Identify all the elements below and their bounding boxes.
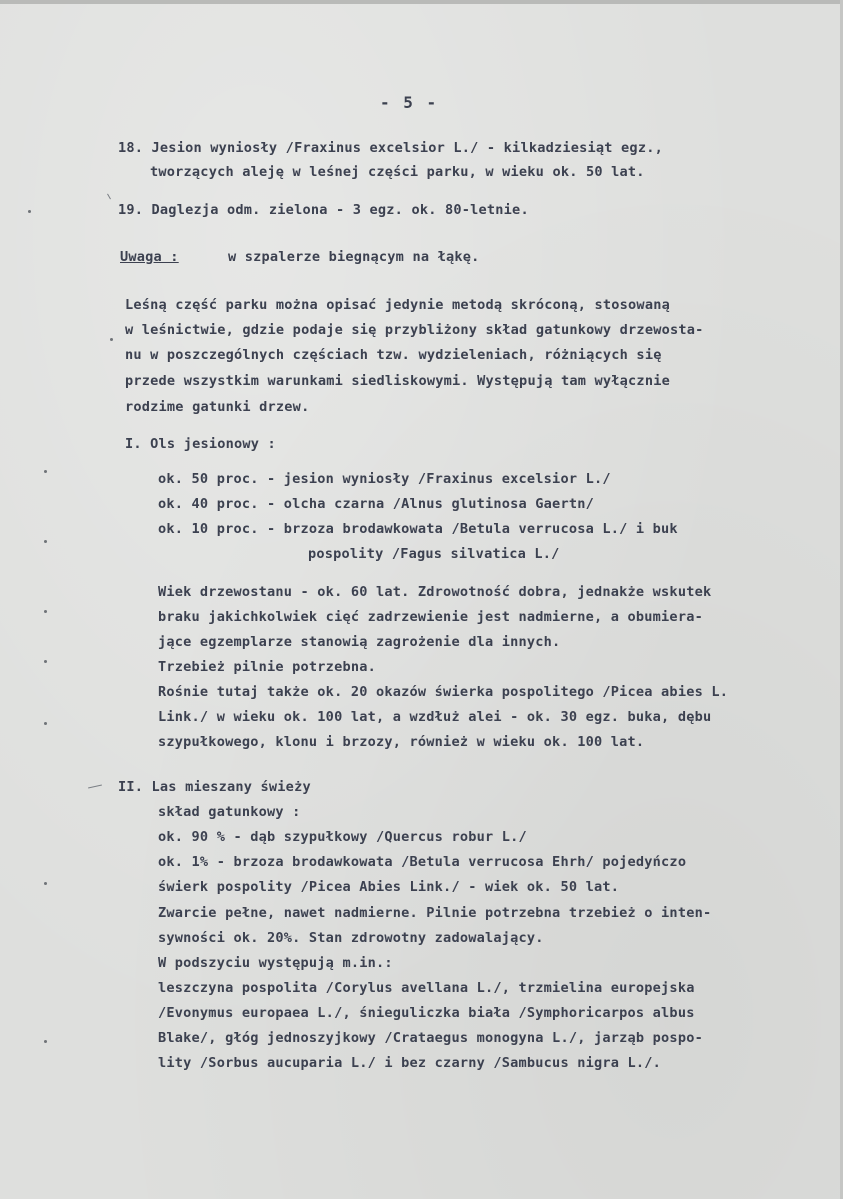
text-line: ok. 1% - brzoza brodawkowata /Betula verrucosa Ehrh/ pojedyńczo: [158, 854, 687, 870]
page-top-edge: [0, 0, 843, 4]
margin-stroke: [88, 785, 102, 789]
text-line: Zwarcie pełne, nawet nadmierne. Pilnie potrzebna trzebież o inten-: [158, 905, 712, 921]
margin-stroke: [107, 194, 111, 200]
text-line: pospolity /Fagus silvatica L./: [308, 546, 560, 562]
note-text: w szpalerze biegnącym na łąkę.: [228, 249, 480, 265]
text-line: /Evonymus europaea L./, śnieguliczka biała /Symphoricarpos albus: [158, 1005, 695, 1021]
text-line: jące egzemplarze stanowią zagrożenie dla innych.: [158, 634, 561, 650]
text-line: Link./ w wieku ok. 100 lat, a wzdłuż alei - ok. 30 egz. buka, dębu: [158, 709, 712, 725]
note-label: Uwaga :: [120, 249, 179, 265]
text-line: sywności ok. 20%. Stan zdrowotny zadowalający.: [158, 930, 544, 946]
text-line: Rośnie tutaj także ok. 20 okazów świerka pospolitego /Picea abies L.: [158, 684, 729, 700]
text-line: Wiek drzewostanu - ok. 60 lat. Zdrowotność dobra, jednakże wskutek: [158, 584, 712, 600]
text-line: szypułkowego, klonu i brzozy, również w wieku ok. 100 lat.: [158, 734, 645, 750]
text-line: ok. 90 % - dąb szypułkowy /Quercus robur L./: [158, 829, 527, 845]
punch-mark: [44, 882, 47, 885]
text-line: W podszyciu występują m.in.:: [158, 955, 393, 971]
punch-mark: [44, 722, 47, 725]
page-number: - 5 -: [380, 93, 439, 112]
text-line: w leśnictwie, gdzie podaje się przybliżony skład gatunkowy drzewosta-: [125, 322, 704, 338]
text-line: lity /Sorbus aucuparia L./ i bez czarny /Sambucus nigra L./.: [158, 1055, 662, 1071]
text-line: braku jakichkolwiek cięć zadrzewienie jest nadmierne, a obumiera-: [158, 609, 703, 625]
section-heading: I. Ols jesionowy :: [125, 436, 276, 452]
text-line: ok. 10 proc. - brzoza brodawkowata /Betula verrucosa L./ i buk: [158, 521, 678, 537]
punch-mark: [44, 470, 47, 473]
text-line: tworzących aleję w leśnej części parku, w wieku ok. 50 lat.: [150, 164, 645, 180]
punch-mark: [44, 1040, 47, 1043]
text-line: Blake/, głóg jednoszyjkowy /Crataegus monogyna L./, jarząb pospo-: [158, 1030, 703, 1046]
text-line: skład gatunkowy :: [158, 804, 301, 820]
section-heading: II. Las mieszany świeży: [118, 779, 311, 795]
text-line: świerk pospolity /Picea Abies Link./ - wiek ok. 50 lat.: [158, 879, 620, 895]
text-line: ok. 40 proc. - olcha czarna /Alnus glutinosa Gaertn/: [158, 496, 594, 512]
text-line: 18. Jesion wyniosły /Fraxinus excelsior L./ - kilkadziesiąt egz.,: [118, 140, 663, 156]
text-line: nu w poszczególnych częściach tzw. wydzieleniach, różniących się: [125, 347, 662, 363]
text-line: rodzime gatunki drzew.: [125, 399, 310, 415]
punch-mark: [44, 540, 47, 543]
punch-mark: [44, 610, 47, 613]
text-line: ok. 50 proc. - jesion wyniosły /Fraxinus excelsior L./: [158, 471, 611, 487]
text-line: leszczyna pospolita /Corylus avellana L./, trzmielina europejska: [158, 980, 695, 996]
text-line: Leśną część parku można opisać jedynie metodą skróconą, stosowaną: [125, 297, 670, 313]
text-line: 19. Daglezja odm. zielona - 3 egz. ok. 80-letnie.: [118, 202, 529, 218]
text-line: przede wszystkim warunkami siedliskowymi. Występują tam wyłącznie: [125, 373, 670, 389]
punch-mark: [28, 210, 31, 213]
punch-mark: [110, 338, 113, 341]
text-line: Trzebież pilnie potrzebna.: [158, 659, 376, 675]
punch-mark: [44, 660, 47, 663]
